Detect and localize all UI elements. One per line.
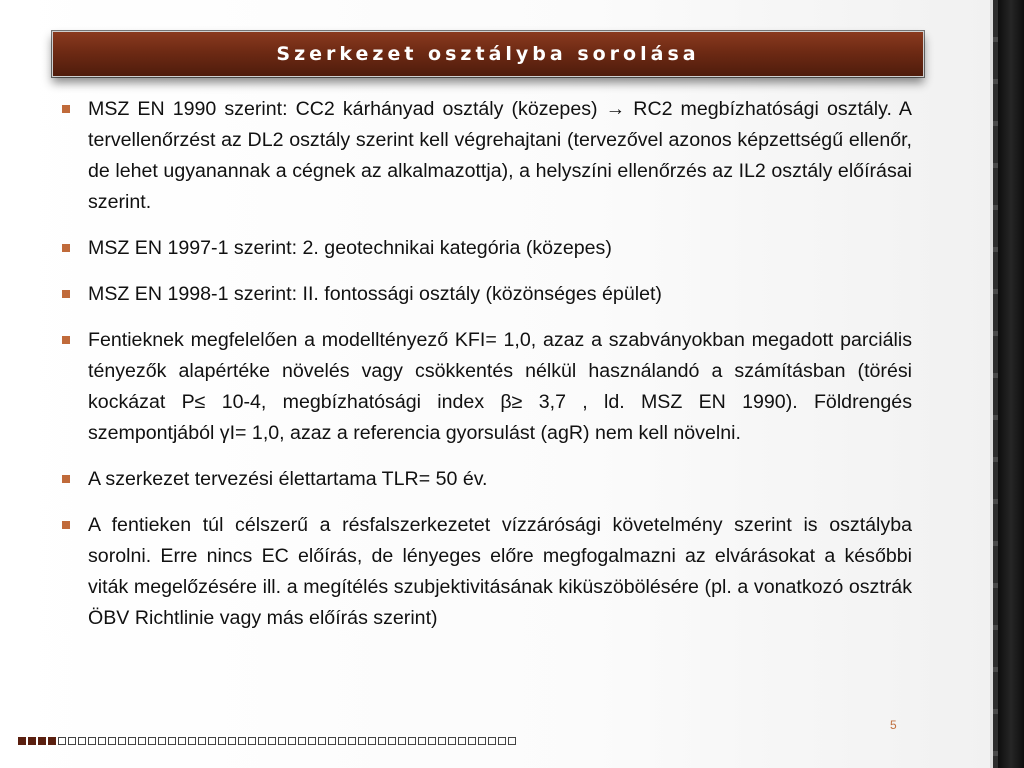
bullet-text: MSZ EN 1990 szerint: CC2 kárhányad osztály (közepes) → RC2 megbízhatósági osztály. A tervellenőrzést az DL2 osztály szerint kell végrehajtani (tervezővel azonos képzettségű ellenőr, de lehet ugyanannak a cégnek az alkalmazottja), a helyszíni ellenőrzés az IL2 osztály előírásai szerint. (88, 98, 912, 213)
bullet-item (62, 233, 912, 264)
bullet-text: Fentieknek megfelelően a modelltényező KFI= 1,0, azaz a szabványokban megadott parciális tényezők alapértéke növelés vagy csökkentés nélkül használandó a számításban (törési kockázat P≤ 10-4, megbízhatósági index β≥ 3,7 , ld. MSZ EN 1990). Földrengés szempontjából γI= 1,0, azaz a referencia gyorsulást (agR) nem kell növelni. (88, 329, 912, 444)
square-bullet-icon (62, 475, 70, 483)
empty-square-icon (248, 737, 256, 745)
title-banner (52, 31, 924, 77)
empty-square-icon (228, 737, 236, 745)
square-bullet-icon (62, 244, 70, 252)
empty-square-icon (128, 737, 136, 745)
bullet-item (62, 464, 912, 495)
empty-square-icon (368, 737, 376, 745)
empty-square-icon (298, 737, 306, 745)
empty-square-icon (108, 737, 116, 745)
bullet-item (62, 279, 912, 310)
empty-square-icon (388, 737, 396, 745)
footer-square-strip (18, 737, 516, 745)
bullet-item (62, 325, 912, 449)
empty-square-icon (318, 737, 326, 745)
empty-square-icon (468, 737, 476, 745)
bullet-text: MSZ EN 1998-1 szerint: II. fontossági osztály (közönséges épület) (88, 283, 662, 305)
square-bullet-icon (62, 521, 70, 529)
filled-square-icon (38, 737, 46, 745)
empty-square-icon (68, 737, 76, 745)
empty-square-icon (148, 737, 156, 745)
empty-square-icon (448, 737, 456, 745)
empty-square-icon (278, 737, 286, 745)
empty-square-icon (508, 737, 516, 745)
empty-square-icon (338, 737, 346, 745)
bullet-text: A fentieken túl célszerű a résfalszerkezetet vízzárósági követelmény szerint is osztályba sorolni. Erre nincs EC előírás, de lényeges előre megfogalmazni az elvárásokat a későbbi viták megelőzésére ill. a megítélés szubjektivitásának kiküszöbölésére (pl. a vonatkozó osztrák ÖBV Richtlinie vagy más előírás szerint) (88, 514, 912, 629)
empty-square-icon (398, 737, 406, 745)
empty-square-icon (58, 737, 66, 745)
bullet-text: A szerkezet tervezési élettartama TLR= 50 év. (88, 468, 488, 490)
empty-square-icon (88, 737, 96, 745)
empty-square-icon (238, 737, 246, 745)
empty-square-icon (348, 737, 356, 745)
empty-square-icon (428, 737, 436, 745)
empty-square-icon (138, 737, 146, 745)
empty-square-icon (178, 737, 186, 745)
empty-square-icon (78, 737, 86, 745)
empty-square-icon (408, 737, 416, 745)
empty-square-icon (218, 737, 226, 745)
side-decoration-strip (990, 0, 1024, 768)
empty-square-icon (158, 737, 166, 745)
square-bullet-icon (62, 336, 70, 344)
empty-square-icon (198, 737, 206, 745)
page-number: 5 (890, 718, 897, 732)
empty-square-icon (498, 737, 506, 745)
empty-square-icon (258, 737, 266, 745)
empty-square-icon (208, 737, 216, 745)
empty-square-icon (438, 737, 446, 745)
slide-title: Szerkezet osztályba sorolása (276, 43, 700, 65)
filled-square-icon (28, 737, 36, 745)
empty-square-icon (378, 737, 386, 745)
empty-square-icon (418, 737, 426, 745)
bullet-text: MSZ EN 1997-1 szerint: 2. geotechnikai kategória (közepes) (88, 237, 612, 259)
filled-square-icon (48, 737, 56, 745)
empty-square-icon (288, 737, 296, 745)
square-bullet-icon (62, 105, 70, 113)
empty-square-icon (328, 737, 336, 745)
empty-square-icon (488, 737, 496, 745)
empty-square-icon (188, 737, 196, 745)
bullet-item (62, 94, 912, 218)
empty-square-icon (358, 737, 366, 745)
bullet-list (62, 94, 912, 649)
empty-square-icon (98, 737, 106, 745)
empty-square-icon (118, 737, 126, 745)
empty-square-icon (458, 737, 466, 745)
empty-square-icon (168, 737, 176, 745)
empty-square-icon (268, 737, 276, 745)
square-bullet-icon (62, 290, 70, 298)
filled-square-icon (18, 737, 26, 745)
bullet-item (62, 510, 912, 634)
empty-square-icon (478, 737, 486, 745)
empty-square-icon (308, 737, 316, 745)
